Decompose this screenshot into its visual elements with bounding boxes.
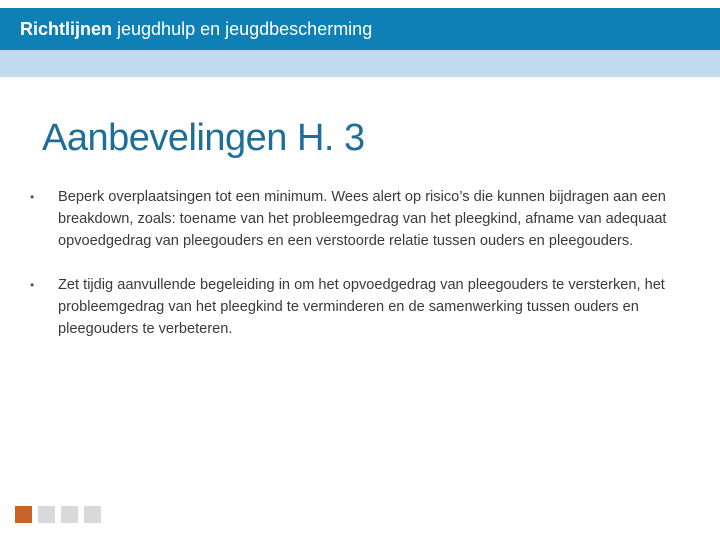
progress-square <box>15 506 32 523</box>
header-bar <box>0 8 720 50</box>
bullet-icon: • <box>30 190 35 204</box>
top-strip <box>0 0 720 8</box>
progress-square <box>38 506 55 523</box>
bullet-text: Zet tijdig aanvullende begeleiding in om het opvoedgedrag van pleegouders te versterken, het probleemgedrag van het pleegkind te verminderen en de samenwerking tussen ouders en pleegouders te verbeteren. <box>58 277 665 337</box>
bullet-list <box>30 186 680 362</box>
progress-square <box>61 506 78 523</box>
progress-square <box>84 506 101 523</box>
bullet-text: Beperk overplaatsingen tot een minimum. Wees alert op risico’s die kunnen bijdragen aan een breakdown, zoals: toename van het probleemgedrag van het pleegkind, afname van adequaat opvoedgedrag van pleegouders en een verstoorde relatie tussen ouders en pleegouders. <box>58 189 667 249</box>
header-title-rest: jeugdhulp en jeugdbescherming <box>112 19 373 39</box>
slide-title: Aanbevelingen H. 3 <box>42 117 365 159</box>
header-title-bold: Richtlijnen <box>20 19 113 39</box>
list-item <box>30 274 680 340</box>
bullet-icon: • <box>30 278 35 292</box>
header-subbar <box>0 50 720 77</box>
list-item <box>30 186 680 252</box>
header-title <box>20 19 372 39</box>
